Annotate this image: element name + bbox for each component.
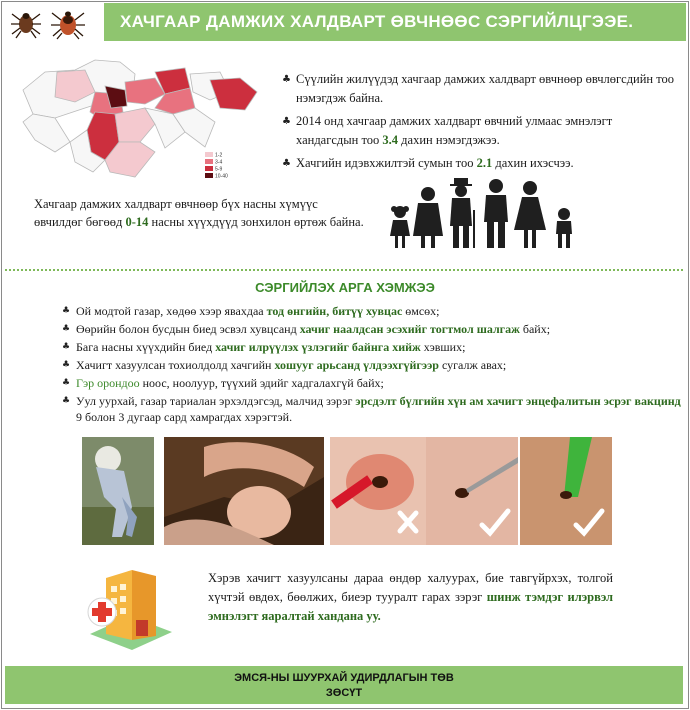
club-bullet-icon: ♣ bbox=[282, 158, 291, 169]
hair-check-photo bbox=[164, 437, 324, 545]
club-bullet-icon: ♣ bbox=[62, 378, 71, 388]
club-bullet-icon: ♣ bbox=[62, 342, 71, 352]
prevention-text: Өөрийн болон бусдын биед эсвэл хувцсанд хачиг наалдсан эсэхийг тогтмол шалгаж байх; bbox=[76, 322, 551, 336]
club-bullet-icon: ♣ bbox=[282, 74, 291, 85]
prevention-item bbox=[62, 357, 682, 373]
map-region bbox=[125, 78, 165, 104]
footer-org: ЭМСЯ-НЫ ШУУРХАЙ УДИРДЛАГЫН ТӨВ bbox=[234, 672, 454, 684]
prevention-item bbox=[62, 393, 682, 425]
club-bullet-icon: ♣ bbox=[62, 324, 71, 334]
map-region bbox=[210, 78, 257, 110]
club-bullet-icon: ♣ bbox=[62, 306, 71, 316]
prevention-item bbox=[62, 375, 682, 391]
population-text: Хачгаар дамжих халдварт өвчнөөр бүх насны хүмүүс өвчилдөг бөгөөд 0-14 насны хүүхдүүд зонхилон өртөж байна. bbox=[34, 197, 364, 229]
field-check-photo bbox=[82, 437, 154, 545]
warning-highlight: шинж тэмдэг илэрвэл эмнэлэгт яаралтай хандана уу. bbox=[208, 590, 614, 623]
tick-tool-photo bbox=[520, 437, 612, 545]
club-bullet-icon: ♣ bbox=[282, 116, 291, 127]
facts-list bbox=[282, 70, 677, 177]
prevention-item bbox=[62, 321, 682, 337]
section-divider bbox=[5, 269, 683, 271]
fact-item bbox=[282, 112, 677, 150]
prevention-text: Хачигт хазуулсан тохиолдолд хачгийн хошууг арьсанд үлдээхгүйгээр сугалж авах; bbox=[76, 358, 507, 372]
page-title: ХАЧГААР ДАМЖИХ ХАЛДВАРТ ӨВЧНӨӨС СЭРГИЙЛЦГЭЭЕ. bbox=[104, 3, 686, 41]
legend-label: 5-9 bbox=[215, 166, 223, 173]
incidence-map bbox=[15, 52, 265, 187]
legend-label: 1-2 bbox=[215, 152, 223, 159]
prevention-text: Гэр орондоо ноос, ноолуур, түүхий эдийг хадгалахгүй байх; bbox=[76, 376, 384, 390]
fact-text: Хачгийн идэвхжилтэй сумын тоо 2.1 дахин ихэсчээ. bbox=[296, 156, 574, 170]
map-legend bbox=[205, 152, 228, 180]
fact-highlight: 3.4 bbox=[382, 133, 399, 147]
tick-icon bbox=[11, 13, 41, 38]
tweezers-removal-photo bbox=[426, 437, 518, 545]
prevention-item bbox=[62, 303, 682, 319]
fact-text: 2014 онд хачгаар дамжих халдварт өвчний улмаас эмнэлэгт хандагсдын тоо 3.4 дахин нэмэгдэжээ. bbox=[296, 114, 613, 147]
fact-text: Сүүлийн жилүүдэд хачгаар дамжих халдварт өвчнөөр өвчлөгсдийн тоо нэмэгдэж байна. bbox=[296, 72, 675, 105]
prevention-title: СЭРГИЙЛЭХ АРГА ХЭМЖЭЭ bbox=[255, 280, 435, 295]
age-highlight: 0-14 bbox=[125, 215, 149, 229]
warning-text: Хэрэв хачигт хазуулсаны дараа өндөр халуурах, бие тавгүйрхэх, толгой хүчтэй өвдөх, бөөлжих, биеэр тууралт гарах зэрэг шинж тэмдэг илэрвэл эмнэлэгт яаралтай хандана уу. bbox=[208, 571, 614, 623]
prevention-item bbox=[62, 339, 682, 355]
prevention-text: Уул уурхай, газар тариалан эрхэлдэгсэд, малчид зэрэг эрсдэлт бүлгийн хүн ам хачигт энцефалитын эсрэг вакцинд 9 болон 3 дугаар сард хамрагдах хэрэгтэй. bbox=[76, 394, 681, 424]
club-bullet-icon: ♣ bbox=[62, 360, 71, 370]
tick-icons bbox=[6, 6, 98, 40]
legend-label: 3-4 bbox=[215, 159, 223, 166]
wrong-removal-photo bbox=[330, 437, 426, 545]
fact-highlight: 2.1 bbox=[476, 156, 493, 170]
prevention-list bbox=[62, 303, 682, 427]
legend-label: 10-40 bbox=[215, 173, 228, 180]
footer-banner bbox=[5, 666, 683, 704]
footer-dept: ЗӨСҮТ bbox=[325, 687, 363, 699]
prevention-text: Бага насны хүүхдийн биед хачиг илрүүлэх үзлэгийг байнга хийж хэвших; bbox=[76, 340, 466, 354]
hospital-icon bbox=[84, 560, 174, 650]
club-bullet-icon: ♣ bbox=[62, 396, 71, 406]
fact-item bbox=[282, 70, 677, 108]
family-icon bbox=[388, 170, 588, 250]
map-region bbox=[23, 114, 70, 152]
prevention-text: Ой модтой газар, хөдөө хээр явахдаа тод өнгийн, битүү хувцас өмсөх; bbox=[76, 304, 440, 318]
tick-icon bbox=[51, 12, 85, 40]
